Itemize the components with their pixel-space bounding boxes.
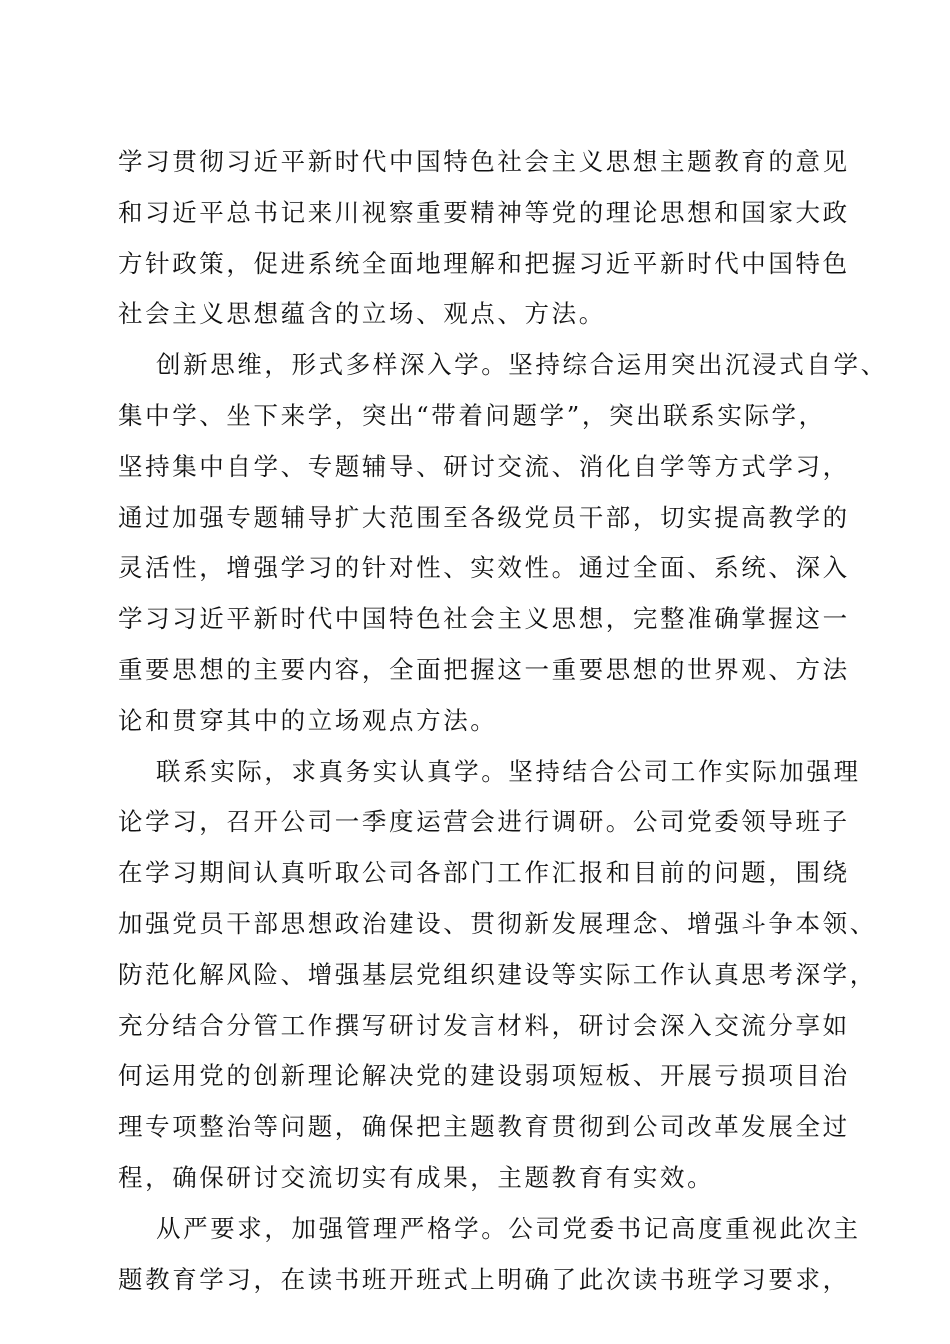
paragraph-start-innovative-thinking: 创新思维，形式多样深入学。坚持综合运用突出沉浸式自学、	[156, 350, 888, 380]
text-line-9: 灵活性，增强学习的针对性、实效性。通过全面、系统、深入	[118, 553, 850, 583]
text-line-23: 题教育学习，在读书班开班式上明确了此次读书班学习要求，	[118, 1264, 850, 1294]
text-line-7: 坚持集中自学、专题辅导、研讨交流、消化自学等方式学习，	[118, 451, 850, 481]
text-line-11: 重要思想的主要内容，全面把握这一重要思想的世界观、方法	[118, 654, 850, 684]
text-line-1: 学习贯彻习近平新时代中国特色社会主义思想主题教育的意见	[118, 147, 850, 176]
text-line-3: 方针政策，促进系统全面地理解和把握习近平新时代中国特色	[118, 248, 850, 278]
text-line-2: 和习近平总书记来川视察重要精神等党的理论思想和国家大政	[118, 197, 850, 227]
paragraph-start-strict-requirements: 从严要求，加强管理严格学。公司党委书记高度重视此次主	[156, 1213, 861, 1243]
text-line-18: 充分结合分管工作撰写研讨发言材料，研讨会深入交流分享如	[118, 1010, 850, 1040]
text-line-14: 论学习，召开公司一季度运营会进行调研。公司党委领导班子	[118, 807, 850, 837]
text-line-10: 学习习近平新时代中国特色社会主义思想，完整准确掌握这一	[118, 604, 850, 634]
text-line-16: 加强党员干部思想政治建设、贯彻新发展理念、增强斗争本领、	[118, 908, 877, 938]
text-line-15: 在学习期间认真听取公司各部门工作汇报和目前的问题，围绕	[118, 858, 850, 888]
text-line-6: 集中学、坐下来学，突出“带着问题学”，突出联系实际学，	[118, 400, 826, 430]
text-line-4: 社会主义思想蕴含的立场、观点、方法。	[118, 299, 606, 329]
text-line-8: 通过加强专题辅导扩大范围至各级党员干部，切实提高教学的	[118, 502, 850, 532]
text-line-17: 防范化解风险、增强基层党组织建设等实际工作认真思考深学，	[118, 959, 877, 989]
text-line-20: 理专项整治等问题，确保把主题教育贯彻到公司改革发展全过	[118, 1112, 850, 1142]
text-line-21: 程，确保研讨交流切实有成果，主题教育有实效。	[118, 1162, 715, 1192]
text-line-12: 论和贯穿其中的立场观点方法。	[118, 705, 498, 735]
text-line-19: 何运用党的创新理论解决党的建设弱项短板、开展亏损项目治	[118, 1061, 850, 1091]
paragraph-start-connect-practice: 联系实际，求真务实认真学。坚持结合公司工作实际加强理	[156, 756, 861, 786]
document-body	[118, 137, 888, 1305]
